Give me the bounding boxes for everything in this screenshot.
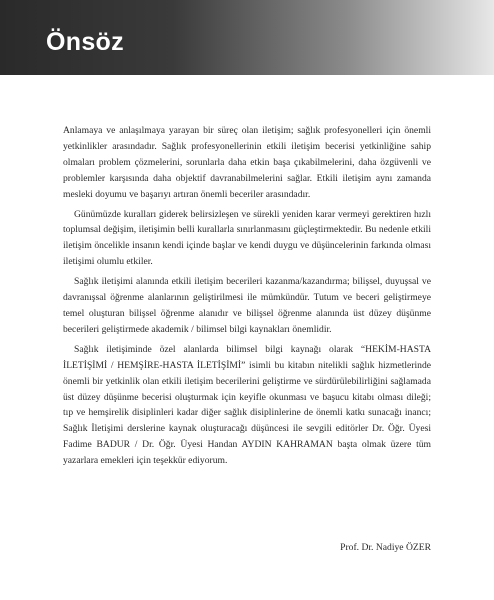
author-signature: Prof. Dr. Nadiye ÖZER xyxy=(340,542,431,553)
paragraph-3: Sağlık iletişimi alanında etkili iletişim becerileri kazanma/kazandırma; bilişsel, duyuşsal ve davranışsal öğrenme alanlarının geliştirilmesi ile mümkündür. Tutum ve beceri geliştirmeye temel oluşturan bilişsel öğrenme alanıdır ve bilişsel öğrenme alanında üst düzey düşünme becerileri geliştirmede akademik / bilimsel bilgi kaynakları önemlidir. xyxy=(63,276,431,335)
paragraph-1: Anlamaya ve anlaşılmaya yarayan bir süreç olan iletişim; sağlık profesyonelleri için önemli yetkinlikler arasındadır. Sağlık profesyonellerinin etkili iletişim becerisi yetkinliğine sahip olmaları problem çözmelerini, sorunlarla daha etkin başa çıkabilmelerini, daha özgüvenli ve problemler karşısında daha objektif davranabilmelerini sağlar. Etkili iletişim aynı zamanda mesleki doyumu ve başarıyı artıran önemli beceriler arasındadır. xyxy=(63,125,431,200)
preface-body xyxy=(63,123,431,473)
header-band xyxy=(0,0,494,75)
page-title: Önsöz xyxy=(46,28,124,56)
paragraph-4: Sağlık iletişiminde özel alanlarda bilimsel bilgi kaynağı olarak “HEKİM-HASTA İLETİŞİMİ / HEMŞİRE-HASTA İLETİŞİMİ” isimli bu kitabın nitelikli sağlık hizmetlerinde önemli bir yetkinlik olan etkili iletişim becerilerini geliştirme ve sürdürülebilirliğini sağlamada üst düzey düşünme becerisi oluşturmak için keyifle okunması ve başucu kitabı olması dileği; tıp ve hemşirelik disiplinleri kadar diğer sağlık disiplinlerine de önemli katkı sunacağı inancı; Sağlık İletişimi derslerine kaynak oluşturacağı düşüncesi ile sevgili editörler Dr. Öğr. Üyesi Fadime BADUR / Dr. Öğr. Üyesi Handan AYDIN KAHRAMAN başta olmak üzere tüm yazarlara emekleri için teşekkür ediyorum. xyxy=(63,343,431,467)
paragraph-2: Günümüzde kuralları giderek belirsizleşen ve sürekli yeniden karar vermeyi gerektiren hızlı toplumsal değişim, iletişimin belli kurallarla sınırlanmasını güçleştirmektedir. Bu nedenle etkili iletişim öncelikle insanın kendi içinde başlar ve kendi duygu ve düşüncelerinin farkında olması iletişimi olumlu etkiler. xyxy=(63,208,431,268)
